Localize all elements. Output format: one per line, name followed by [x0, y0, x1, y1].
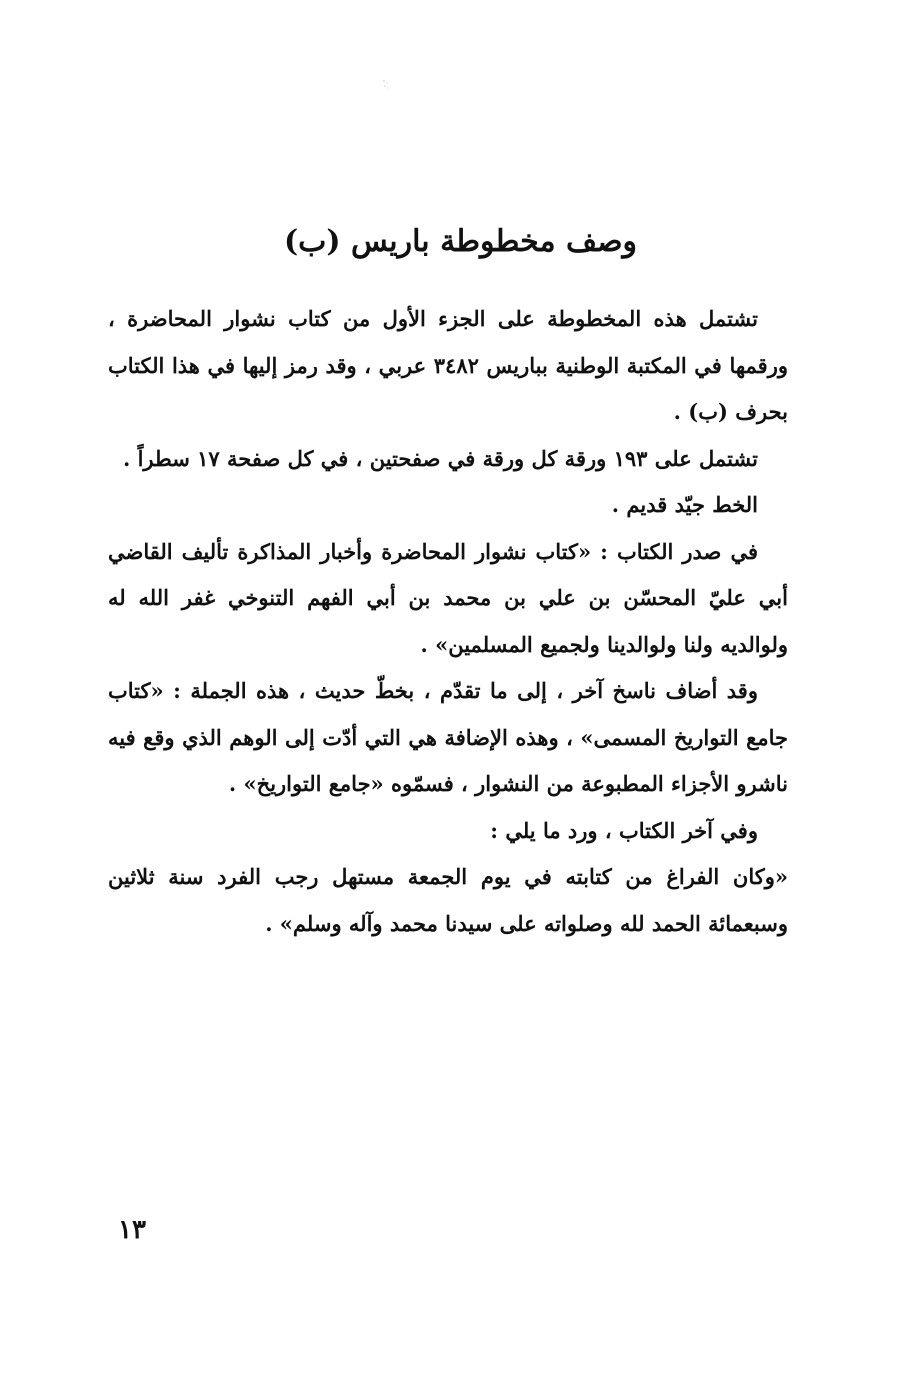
section-title: وصف مخطوطة باريس (ب): [283, 224, 638, 259]
body-text: [108, 296, 788, 947]
paragraph-colophon-quote: «وكان الفراغ من كتابته في يوم الجمعة مستهل رجب الفرد سنة ثلاثين وسبعمائة الحمد لله وصلواته على سيدنا محمد وآله وسلم» .: [108, 864, 788, 936]
paragraph-script-description: الخط جيّد قديم .: [611, 492, 758, 517]
page-number: ١٣: [118, 1215, 146, 1245]
paragraph-later-addition: وقد أضاف ناسخ آخر ، إلى ما تقدّم ، بخطّ حديث ، هذه الجملة : «كتاب جامع التواريخ المسمى» ، وهذه الإضافة هي التي أدّت إلى الوهم الذي وقع فيه ناشرو الأجزاء المطبوعة من النشوار ، فسمّوه «جامع التواريخ» .: [108, 678, 788, 796]
paragraph-title-page: في صدر الكتاب : «كتاب نشوار المحاضرة وأخبار المذاكرة تأليف القاضي أبي عليّ المحسّن بن علي بن محمد بن أبي الفهم التنوخي غفر الله له ولوالديه ولنا ولوالدينا ولجميع المسلمين» .: [108, 538, 788, 657]
paragraph-colophon-intro: وفي آخر الكتاب ، ورد ما يلي :: [490, 817, 758, 843]
paragraph-manuscript-intro: تشتمل هذه المخطوطة على الجزء الأول من كتاب نشوار المحاضرة ، ورقمها في المكتبة الوطنية بباريس ٣٤٨٢ عربي ، وقد رمز إليها في هذا الكتاب بحرف (ب) .: [108, 306, 788, 424]
paragraph-folio-count: تشتمل على ١٩٣ ورقة كل ورقة في صفحتين ، في كل صفحة ١٧ سطراً .: [122, 445, 758, 471]
paper-speck-mark: [381, 78, 391, 90]
